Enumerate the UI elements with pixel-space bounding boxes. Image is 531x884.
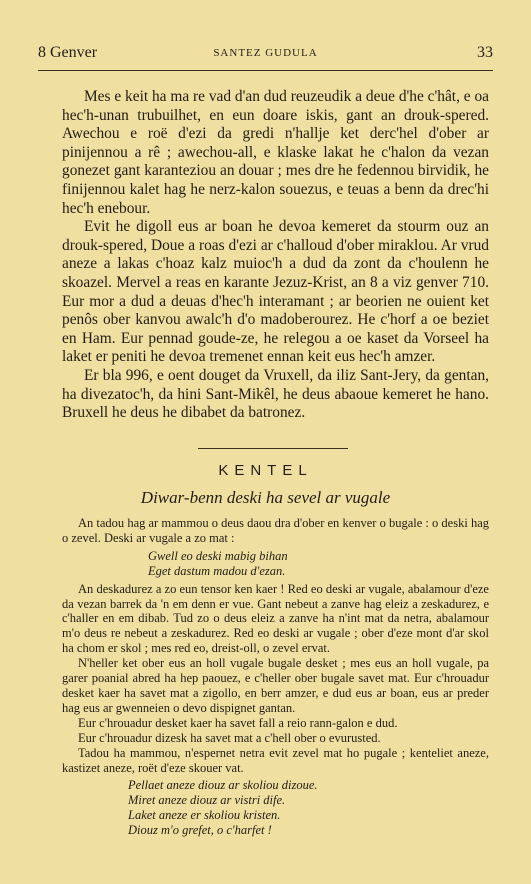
lesson-paragraph: Tadou ha mammou, n'espernet netra evit zevel mat ho pugale ; kenteliet aneze, kastizet aneze, roët d'eze skouer vat.	[62, 745, 489, 775]
lesson-line: Eur c'hrouadur desket kaer ha savet fall a reio rann-galon e dud.	[78, 715, 398, 730]
paragraph: Er bla 996, e oent douget da Vruxell, da iliz Sant-Jery, da gentan, ha divezatoc'h, da hini Sant-Mikêl, he deus abaoue kemeret he hano. Bruxell he deus he dibabet da batronez.	[62, 366, 489, 422]
lesson-line: Eur c'hrouadur dizesk ha savet mat a c'hell ober o evurusted.	[78, 730, 381, 745]
header-title: SANTEZ GUDULA	[213, 47, 318, 59]
running-header	[38, 44, 493, 64]
lesson-text	[62, 516, 489, 841]
verse-line: Pellaet aneze diouz ar skoliou dizoue.	[128, 778, 318, 793]
section-subtitle: Diwar-benn deski ha sevel ar vugale	[140, 488, 391, 507]
verse-line: Eget dastum madou d'ezan.	[148, 563, 286, 578]
paragraph: Mes e keit ha ma re vad d'an dud reuzeudik a deue d'he c'hât, e oa hec'h-unan trubuilhet, en eun doare iskis, gant an drouk-spered. Awechou e roë d'ezi da gredi n'hallje ket derc'hel d'ober ar pinijennou a rê ; awechou-all, e klaske lakat he c'halon da vezan gonezet gant karanteziou an douar ; mes dre he fedennou birvidik, he finijennou kalet hag he nerz-kalon souezus, e teuas a benn da drec'hi hec'h enebour.	[62, 88, 489, 217]
main-text	[62, 88, 489, 423]
section-title: KENTEL	[218, 462, 313, 479]
verse-line: Laket aneze er skoliou kristen.	[128, 808, 281, 823]
header-date: 8 Genver	[38, 44, 98, 61]
lesson-paragraph: An deskadurez a zo eun tensor ken kaer ! Red eo deski ar vugale, abalamour d'eze da vezan barrek da 'n em denn er vue. Gant nebeut a zanve hag eleiz a zeskadurez, e c'haller en em dibab. Tud zo o deus eleiz a zanve ha n'int mat da netra, abalamour m'o deus re nebeut a zeskadurez. Red eo deski ar vugale ; ober d'eze mont d'ar skol ha chom er skol ; mes red eo, dreist-oll, o zevel ervat.	[62, 581, 489, 656]
lesson-paragraph: N'heller ket ober eus an holl vugale bugale desket ; mes eus an holl vugale, pa garer poanial abred ha hep paouez, e c'heller ober bugale savet mat. Eur c'hrouadur desket kaer ha savet mat a zigollo, en berr amzer, e dud eus ar boan, eus ar preder hag eus ar gwenneien o devo dispignet gantan.	[62, 656, 489, 715]
verse-line: Gwell eo deski mabig bihan	[148, 548, 288, 563]
verse-block	[62, 778, 489, 838]
verse-line: Diouz m'o grefet, o c'harfet !	[128, 823, 272, 838]
header-rule	[38, 70, 493, 71]
verse-block	[62, 549, 489, 579]
verse-line: Miret aneze diouz ar vistri dife.	[128, 793, 286, 808]
section-divider	[198, 448, 348, 449]
paragraph: Evit he digoll eus ar boan he devoa kemeret da stourm ouz an drouk-spered, Doue a roas d'ezi ar c'halloud d'ober miraklou. Ar vrud aneze a lakas c'hoaz kalz muioc'h a dud da zont da c'houlenn he skoazel. Mervel a reas en karante Jezuz-Krist, an 8 a viz genver 710. Eur mor a dud a deuas d'hec'h interamant ; ar beorien ne ouient ket penôs ober kanvou awalc'h d'o madoberourez. He c'horf a oe beziet en Ham. Eur pennad goude-ze, he relegou a oe kaset da Vorseel ha laket er peniti he devoa tremenet ennan keit eus hec'h amzer.	[62, 218, 489, 366]
page-number: 33	[477, 44, 493, 61]
lesson-intro: An tadou hag ar mammou o deus daou dra d'ober en kenver o bugale : o deski hag o zevel. Deski ar vugale a zo mat :	[62, 516, 489, 545]
